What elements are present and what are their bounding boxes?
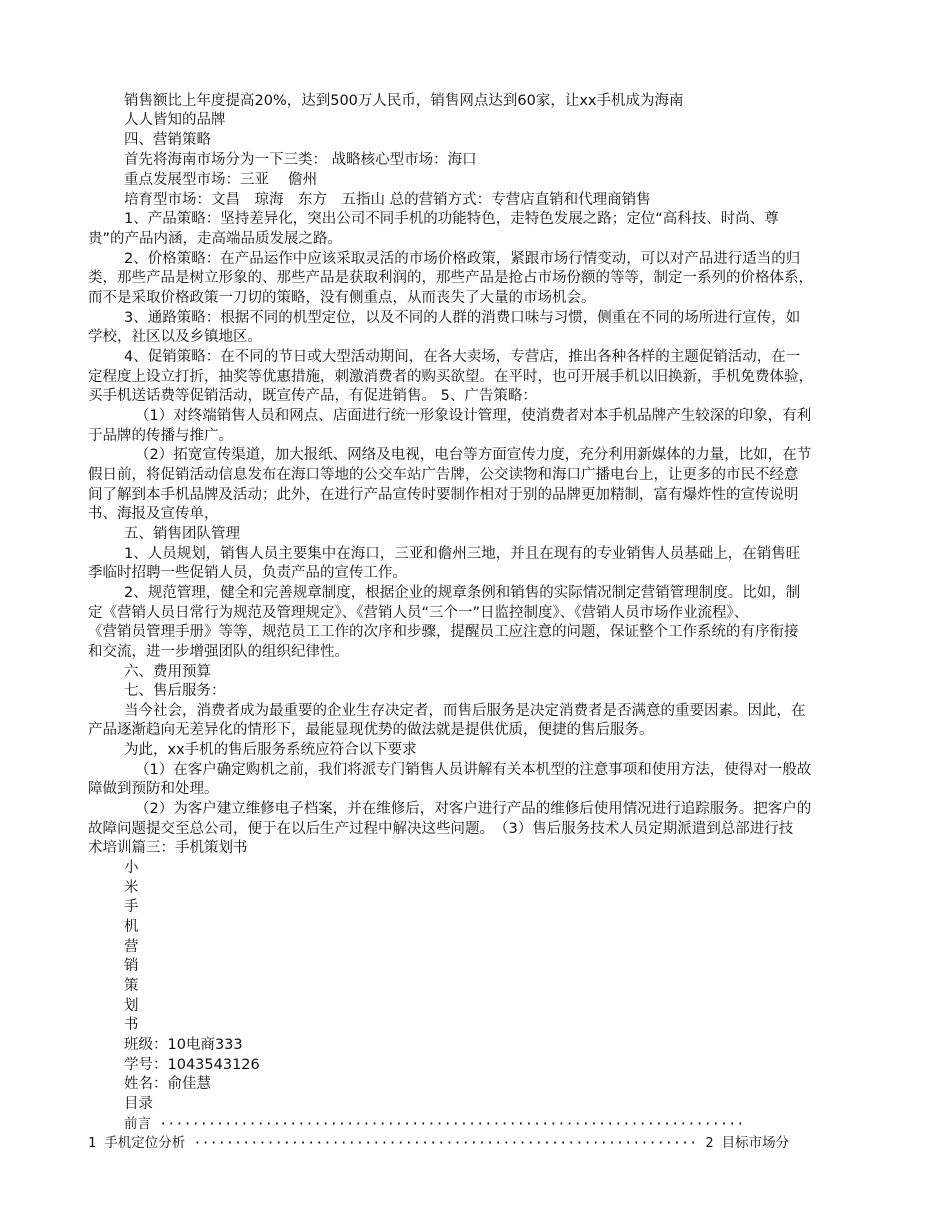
text-line: 于品牌的传播与推广。: [88, 428, 233, 444]
text-line: 类，那些产品是树立形象的、那些产品是获取利润的，那些产品是抢占市场份额的等等，制定一系列的价格体系，: [88, 270, 813, 286]
title-char: 米: [124, 880, 139, 896]
text-line: 首先将海南市场分为一下三类： 战略核心型市场：海口: [124, 152, 477, 168]
text-line: 3、通路策略：根据不同的机型定位，以及不同的人群的消费口味与习惯，侧重在不同的场所进行宣传，如: [124, 310, 801, 326]
student-id: 学号：1043543126: [124, 1057, 260, 1073]
text-line: 4、促销策略：在不同的节日或大型活动期间，在各大卖场，专营店，推出各种各样的主题促销活动，在一: [124, 349, 801, 365]
text-line: 1、人员规划，销售人员主要集中在海口，三亚和儋州三地，并且在现有的专业销售人员基础上，在销售旺: [124, 546, 801, 562]
text-line: 当今社会，消费者成为最重要的企业生存决定者，而售后服务是决定消费者是否满意的重要因素。因此，在: [124, 703, 806, 719]
title-char: 小: [124, 860, 139, 876]
toc-entry: 前言 ········································································: [124, 1116, 745, 1132]
text-line: 定《营销人员日常行为规范及管理规定》、《营销人员“三个一”日监控制度》、《营销人员市场作业流程》、: [88, 605, 749, 621]
text-line: 1、产品策略：坚持差异化，突出公司不同手机的功能特色，走特色发展之路；定位“高科技、时尚、尊: [124, 211, 779, 227]
class-info: 班级：10电商333: [124, 1037, 243, 1053]
title-char: 手: [124, 899, 139, 915]
text-line: 重点发展型市场：三亚 儋州: [124, 172, 318, 188]
section-heading: 五、销售团队管理: [124, 526, 240, 542]
section-heading: 六、费用预算: [124, 664, 211, 680]
section-heading: 四、营销策略: [124, 132, 211, 148]
text-line: 《营销员管理手册》等等，规范员工工作的次序和步骤，提醒员工应注意的问题，保证整个工作系统的有序衔接: [88, 624, 799, 640]
text-line: 而不是采取价格政策一刀切的策略，没有侧重点，从而丧失了大量的市场机会。: [88, 290, 596, 306]
text-line: （2）为客户建立维修电子档案，并在维修后，对客户进行产品的维修后使用情况进行追踪服务。把客户的: [135, 801, 812, 817]
text-line: 假日前，将促销活动信息发布在海口等地的公交车站广告牌，公交读物和海口广播电台上，让更多的市民不经意: [88, 467, 799, 483]
text-line: 定程度上设立打折，抽奖等优惠措施，刺激消费者的购买欲望。在平时，也可开展手机以旧换新，手机免费体验，: [88, 369, 813, 385]
text-line: 人人皆知的品牌: [124, 112, 226, 128]
text-line: （2）拓宽宣传渠道，加大报纸、网络及电视，电台等方面宣传力度，充分利用新媒体的力量，比如，在节: [135, 447, 812, 463]
text-line: 障做到预防和处理。: [88, 781, 219, 797]
student-name: 姓名：俞佳慧: [124, 1076, 211, 1092]
text-line: 销售额比上年度提高20%，达到500万人民币，销售网点达到60家，让xx手机成为海南: [124, 93, 684, 109]
text-line: 学校，社区以及乡镇地区。: [88, 329, 262, 345]
text-line: 故障问题提交至总公司，便于在以后生产过程中解决这些问题。 （3）售后服务技术人员定期派遣到总部进行技: [88, 821, 794, 837]
title-char: 销: [124, 958, 139, 974]
text-line: 和交流，进一步增强团队的组织纪律性。: [88, 644, 349, 660]
toc-entry: 1 手机定位分析 ······························································ 2 目标市场分: [88, 1135, 790, 1151]
text-line: 贵”的产品内涵，走高端品质发展之路。: [88, 231, 343, 247]
toc-heading: 目录: [124, 1096, 153, 1112]
text-line: 买手机送话费等促销活动，既宣传产品，有促进销售。 5、广告策略：: [88, 388, 537, 404]
section-heading: 七、售后服务：: [124, 683, 226, 699]
text-line: （1）对终端销售人员和网点、店面进行统一形象设计管理，使消费者对本手机品牌产生较深的印象，有利: [135, 408, 812, 424]
text-line: 2、规范管理，健全和完善规章制度，根据企业的规章条例和销售的实际情况制定营销管理制度。比如，制: [124, 585, 801, 601]
title-char: 划: [124, 998, 139, 1014]
text-line: 间了解到本手机品牌及活动；此外，在进行产品宣传时要制作相对于别的品牌更加精制，富有爆炸性的宣传说明: [88, 487, 799, 503]
text-line: （1）在客户确定购机之前，我们将派专门销售人员讲解有关本机型的注意事项和使用方法，使得对一般故: [135, 762, 812, 778]
title-char: 策: [124, 978, 139, 994]
text-line: 2、价格策略：在产品运作中应该采取灵活的市场价格政策，紧跟市场行情变动，可以对产品进行适当的归: [124, 251, 801, 267]
text-line: 季临时招聘一些促销人员，负责产品的宣传工作。: [88, 565, 407, 581]
title-char: 营: [124, 939, 139, 955]
title-char: 书: [124, 1017, 139, 1033]
title-char: 机: [124, 919, 139, 935]
text-line: 产品逐渐趋向无差异化的情形下，最能显现优势的做法就是提供优质，便捷的售后服务。: [88, 722, 654, 738]
text-line: 术培训篇三：手机策划书: [88, 840, 248, 856]
text-line: 为此，xx手机的售后服务系统应符合以下要求: [124, 742, 417, 758]
text-line: 培育型市场：文昌 琼海 东方 五指山 总的营销方式：专营店直销和代理商销售: [124, 192, 651, 208]
text-line: 书、海报及宣传单，: [88, 506, 219, 522]
